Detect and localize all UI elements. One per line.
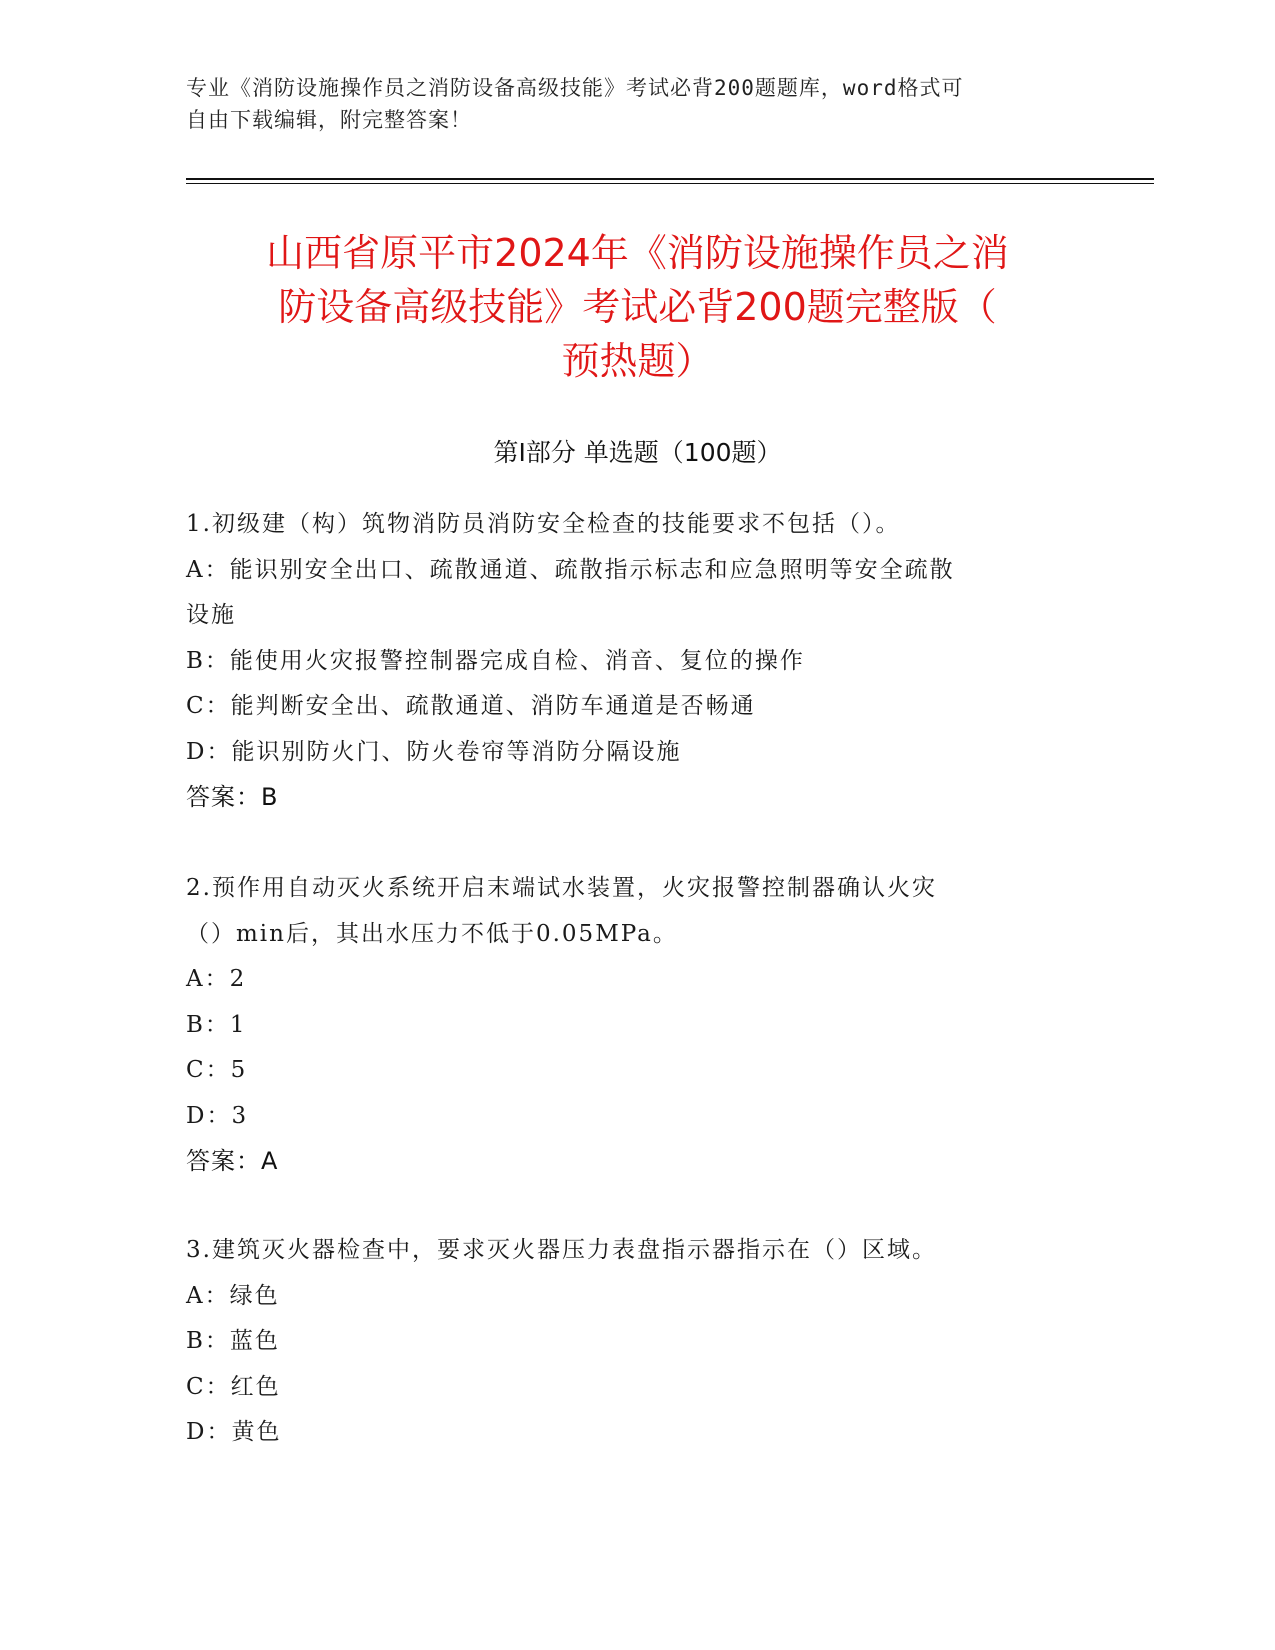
question-3-option-c: C：红色 bbox=[186, 1373, 281, 1400]
question-2-answer: 答案：A bbox=[186, 1147, 279, 1175]
document-title-line-3: 预热题） bbox=[561, 339, 714, 383]
question-1-stem: 1.初级建（构）筑物消防员消防安全检查的技能要求不包括（）。 bbox=[186, 511, 901, 537]
question-2-stem-line-2: （）min后，其出水压力不低于0.05MPa。 bbox=[186, 920, 678, 947]
question-2-option-b: B：1 bbox=[186, 1011, 247, 1038]
question-2-option-a: A：2 bbox=[186, 966, 247, 992]
section-title: 第Ⅰ部分 单选题（100题） bbox=[493, 438, 782, 467]
question-2-option-c: C：5 bbox=[186, 1057, 248, 1083]
question-2-stem-line-1: 2.预作用自动灭火系统开启末端试水装置，火灾报警控制器确认火灾 bbox=[186, 875, 937, 901]
header-note-line-1: 专业《消防设施操作员之消防设备高级技能》考试必背200题题库，word格式可 bbox=[186, 76, 964, 100]
question-3-option-d: D：黄色 bbox=[186, 1419, 282, 1445]
question-3-option-b: B：蓝色 bbox=[186, 1328, 280, 1354]
question-3-stem: 3.建筑灭火器检查中，要求灭火器压力表盘指示器指示在（）区域。 bbox=[186, 1237, 937, 1263]
question-3 bbox=[186, 1228, 1086, 1456]
question-2-option-d: D：3 bbox=[186, 1102, 249, 1129]
header-note-line-2: 自由下载编辑，附完整答案！ bbox=[186, 108, 472, 132]
question-1-option-d: D：能识别防火门、防火卷帘等消防分隔设施 bbox=[186, 738, 682, 765]
question-2 bbox=[186, 866, 1086, 1185]
question-1-option-b: B：能使用火灾报警控制器完成自检、消音、复位的操作 bbox=[186, 647, 805, 674]
question-1-answer: 答案：B bbox=[186, 783, 279, 811]
document-title bbox=[150, 226, 1125, 388]
document-title-line-1: 山西省原平市2024年《消防设施操作员之消 bbox=[266, 231, 1009, 275]
question-1-option-a: A：能识别安全出口、疏散通道、疏散指示标志和应急照明等安全疏散 bbox=[186, 556, 955, 583]
document-title-line-2: 防设备高级技能》考试必背200题完整版（ bbox=[278, 285, 997, 329]
header-rule-thick bbox=[186, 178, 1154, 180]
question-3-option-a: A：绿色 bbox=[186, 1282, 280, 1309]
header-rule-thin bbox=[186, 183, 1154, 184]
question-1 bbox=[186, 502, 1086, 821]
question-1-option-c: C：能判断安全出、疏散通道、消防车通道是否畅通 bbox=[186, 693, 756, 719]
question-1-option-a-continued: 设施 bbox=[186, 602, 236, 628]
header-note bbox=[186, 72, 1066, 136]
